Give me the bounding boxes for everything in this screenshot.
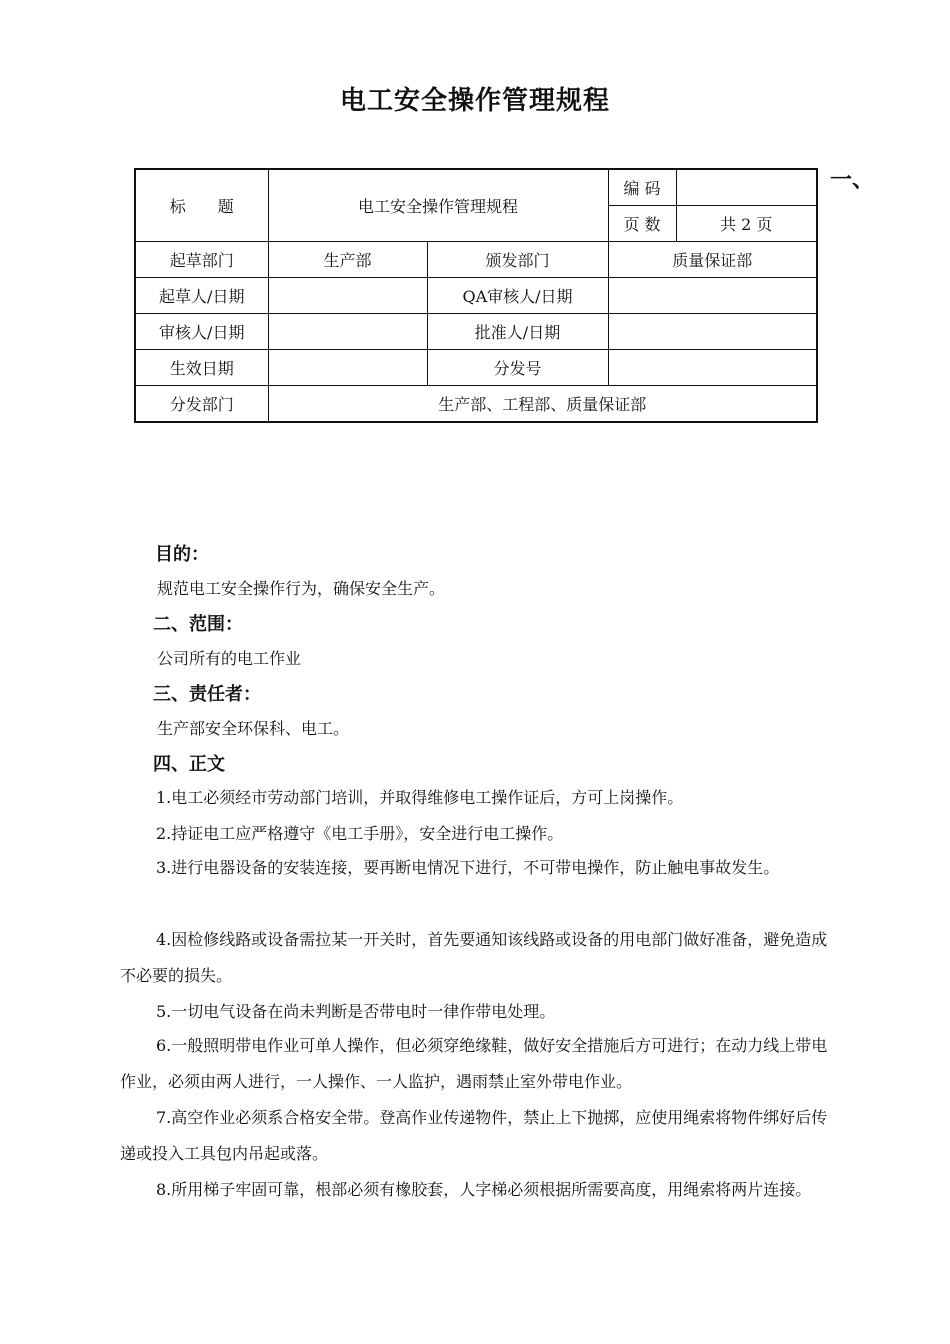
value-code: [676, 169, 817, 206]
value-distribution-dept: 生产部、工程部、质量保证部: [268, 386, 817, 423]
value-drafter: [268, 278, 427, 314]
value-title: 电工安全操作管理规程: [268, 169, 608, 242]
label-title: 标 题: [135, 169, 268, 242]
label-reviewer: 审核人/日期: [135, 314, 268, 350]
purpose-heading: 目的：: [155, 544, 209, 565]
value-issue-dept: 质量保证部: [608, 242, 817, 278]
value-pages: 共 2 页: [676, 206, 817, 242]
label-pages: 页 数: [608, 206, 676, 242]
scope-text: 公司所有的电工作业: [157, 649, 302, 668]
label-distribution-number: 分发号: [427, 350, 608, 386]
value-draft-dept: 生产部: [268, 242, 427, 278]
list-item: 6.一般照明带电作业可单人操作，但必须穿绝缘鞋，做好安全措施后方可进行；在动力线上带电作业，必须由两人进行，一人操作、一人监护，遇雨禁止室外带电作业。: [120, 1036, 828, 1091]
value-reviewer: [268, 314, 427, 350]
list-item: 2.持证电工应严格遵守《电工手册》，安全进行电工操作。: [156, 824, 564, 843]
label-qa-reviewer: QA审核人/日期: [427, 278, 608, 314]
label-code: 编 码: [608, 169, 676, 206]
label-issue-dept: 颁发部门: [427, 242, 608, 278]
list-item: 4.因检修线路或设备需拉某一开关时，首先要通知该线路或设备的用电部门做好准备，避免造成不必要的损失。: [120, 930, 828, 985]
label-draft-dept: 起草部门: [135, 242, 268, 278]
list-item: 1.电工必须经市劳动部门培训，并取得维修电工操作证后，方可上岗操作。: [156, 788, 684, 807]
list-item: 8.所用梯子牢固可靠，根部必须有橡胶套，人字梯必须根据所需要高度，用绳索将两片连接。: [156, 1180, 812, 1199]
document-info-table: [134, 168, 818, 423]
list-item: 5.一切电气设备在尚未判断是否带电时一律作带电处理。: [156, 1002, 556, 1021]
responsibility-text: 生产部安全环保科、电工。: [157, 719, 350, 738]
page-title: 电工安全操作管理规程: [339, 86, 610, 116]
list-item: 7.高空作业必须系合格安全带。登高作业传递物件，禁止上下抛掷，应使用绳索将物件绑好后传递或投入工具包内吊起或落。: [120, 1108, 828, 1163]
list-item: 3.进行电器设备的安装连接，要再断电情况下进行，不可带电操作，防止触电事故发生。: [156, 858, 780, 877]
label-distribution-dept: 分发部门: [135, 386, 268, 423]
value-approver: [608, 314, 817, 350]
scope-heading: 二、范围：: [153, 614, 243, 635]
label-drafter: 起草人/日期: [135, 278, 268, 314]
value-qa-reviewer: [608, 278, 817, 314]
label-approver: 批准人/日期: [427, 314, 608, 350]
body-heading: 四、正文: [153, 754, 225, 775]
section-number-mark: 一、: [830, 168, 875, 193]
value-distribution-number: [608, 350, 817, 386]
purpose-text: 规范电工安全操作行为，确保安全生产。: [157, 579, 446, 598]
value-effective-date: [268, 350, 427, 386]
label-effective-date: 生效日期: [135, 350, 268, 386]
responsibility-heading: 三、责任者：: [153, 684, 261, 705]
